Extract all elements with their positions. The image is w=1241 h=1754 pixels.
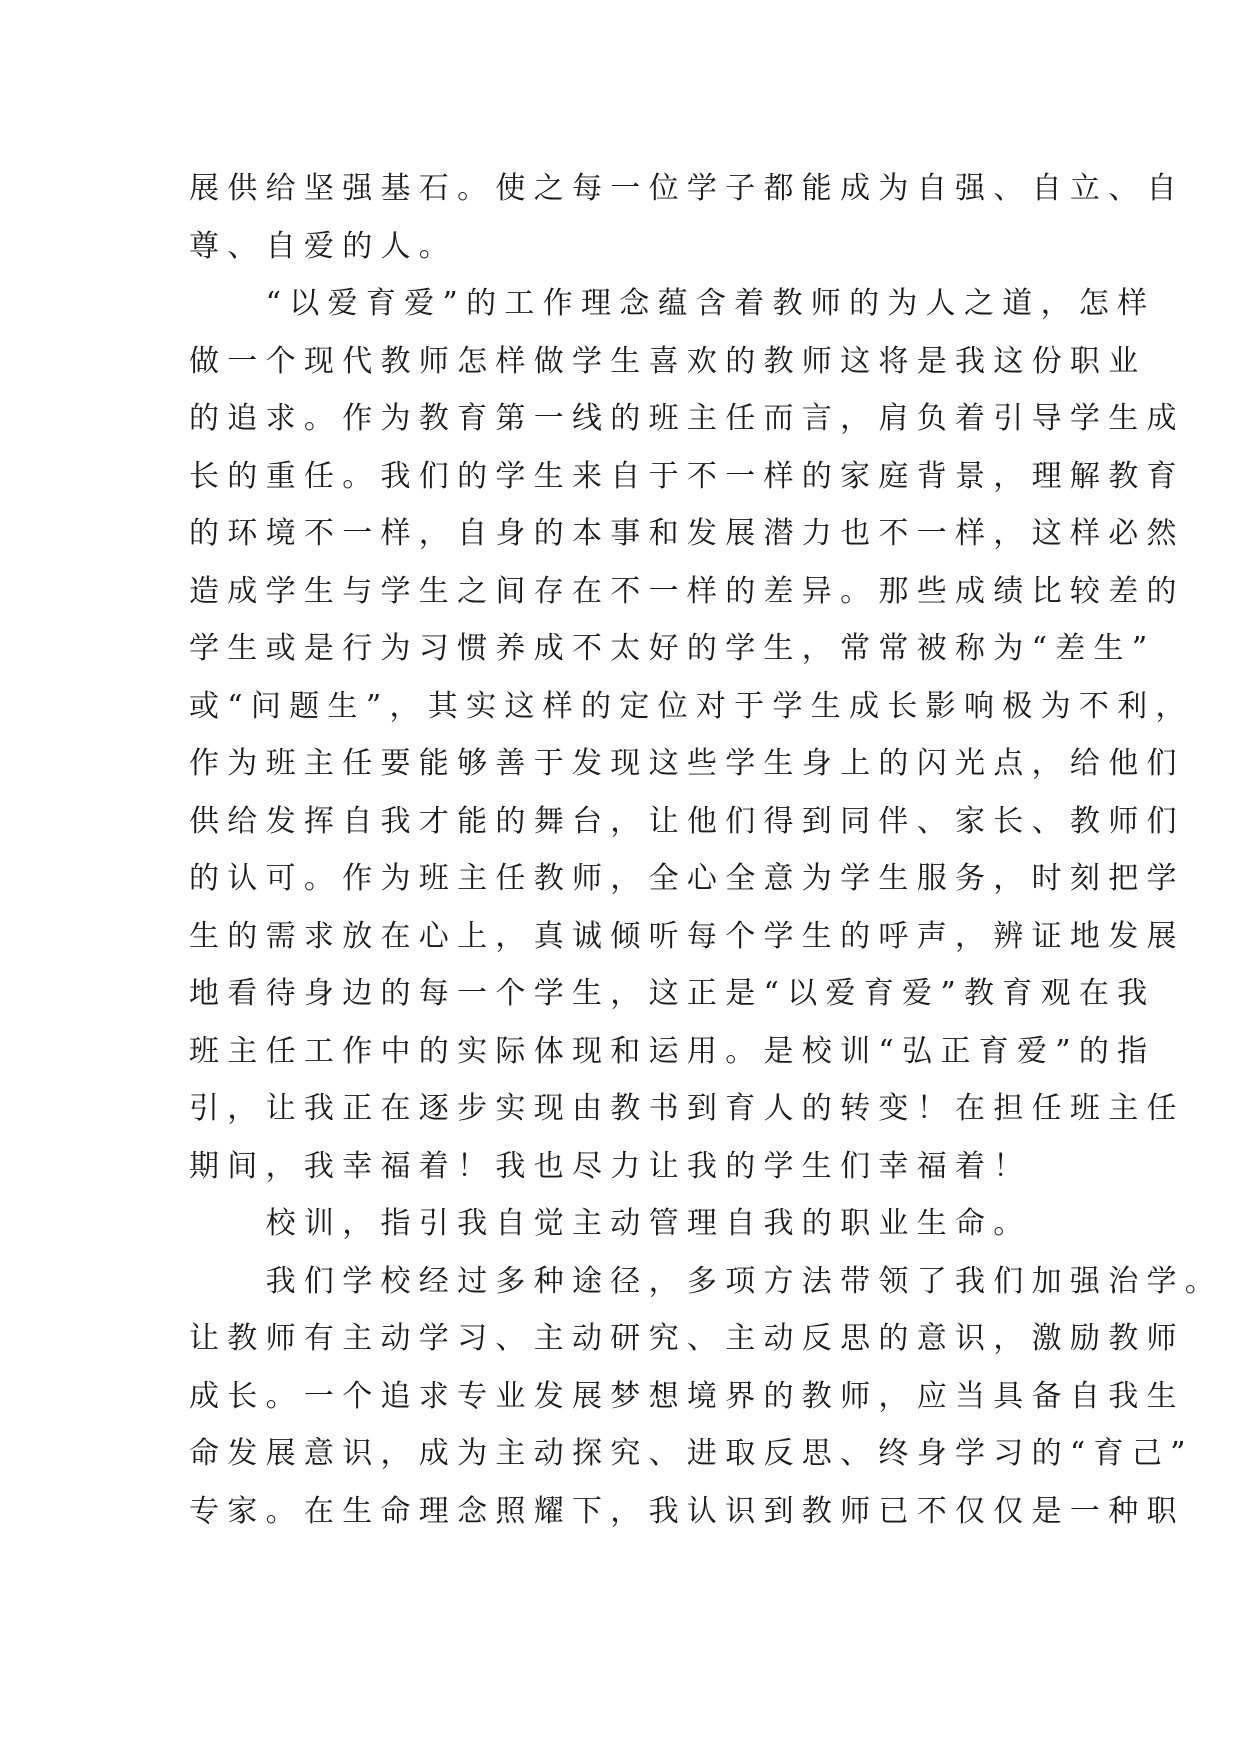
text-line: 班主任工作中的实际体现和运用。是校训“弘正育爱”的指	[189, 1033, 1156, 1069]
text-line: 专家。在生命理念照耀下，我认识到教师已不仅仅是一种职	[189, 1493, 1185, 1529]
text-line: 的环境不一样，自身的本事和发展潜力也不一样，这样必然	[189, 516, 1185, 551]
text-line: 展供给坚强基石。使之每一位学子都能成为自强、自立、自	[189, 171, 1185, 206]
text-line: 长的重任。我们的学生来自于不一样的家庭背景，理解教育	[189, 458, 1185, 494]
text-line: 校训，指引我自觉主动管理自我的职业生命。	[189, 1206, 1032, 1241]
text-line: 引，让我正在逐步实现由教书到育人的转变！在担任班主任	[189, 1091, 1185, 1126]
text-line: 的追求。作为教育第一线的班主任而言，肩负着引导学生成	[189, 401, 1185, 436]
text-line: 期间，我幸福着！我也尽力让我的学生们幸福着！	[189, 1148, 1032, 1184]
text-line: 命发展意识，成为主动探究、进取反思、终身学习的“育己”	[189, 1436, 1194, 1471]
text-line: 学生或是行为习惯养成不太好的学生，常常被称为“差生”	[189, 631, 1156, 666]
body-text	[189, 160, 1224, 1540]
text-line: 或“问题生”，其实这样的定位对于学生成长影响极为不利，	[189, 688, 1194, 724]
text-line: 作为班主任要能够善于发现这些学生身上的闪光点，给他们	[189, 746, 1185, 781]
text-line: 地看待身边的每一个学生，这正是“以爱育爱”教育观在我	[189, 976, 1156, 1011]
text-line: “以爱育爱”的工作理念蕴含着教师的为人之道，怎样	[189, 286, 1156, 321]
text-line: 造成学生与学生之间存在不一样的差异。那些成绩比较差的	[189, 573, 1185, 609]
text-line: 尊、自爱的人。	[189, 228, 458, 264]
text-line: 让教师有主动学习、主动研究、主动反思的意识，激励教师	[189, 1321, 1185, 1356]
text-line: 我们学校经过多种途径，多项方法带领了我们加强治学。	[189, 1263, 1224, 1299]
text-line: 做一个现代教师怎样做学生喜欢的教师这将是我这份职业	[189, 343, 1147, 379]
text-line: 成长。一个追求专业发展梦想境界的教师，应当具备自我生	[189, 1378, 1185, 1414]
text-line: 供给发挥自我才能的舞台，让他们得到同伴、家长、教师们	[189, 803, 1185, 839]
text-line: 的认可。作为班主任教师，全心全意为学生服务，时刻把学	[189, 861, 1185, 896]
text-line: 生的需求放在心上，真诚倾听每个学生的呼声，辨证地发展	[189, 918, 1185, 954]
